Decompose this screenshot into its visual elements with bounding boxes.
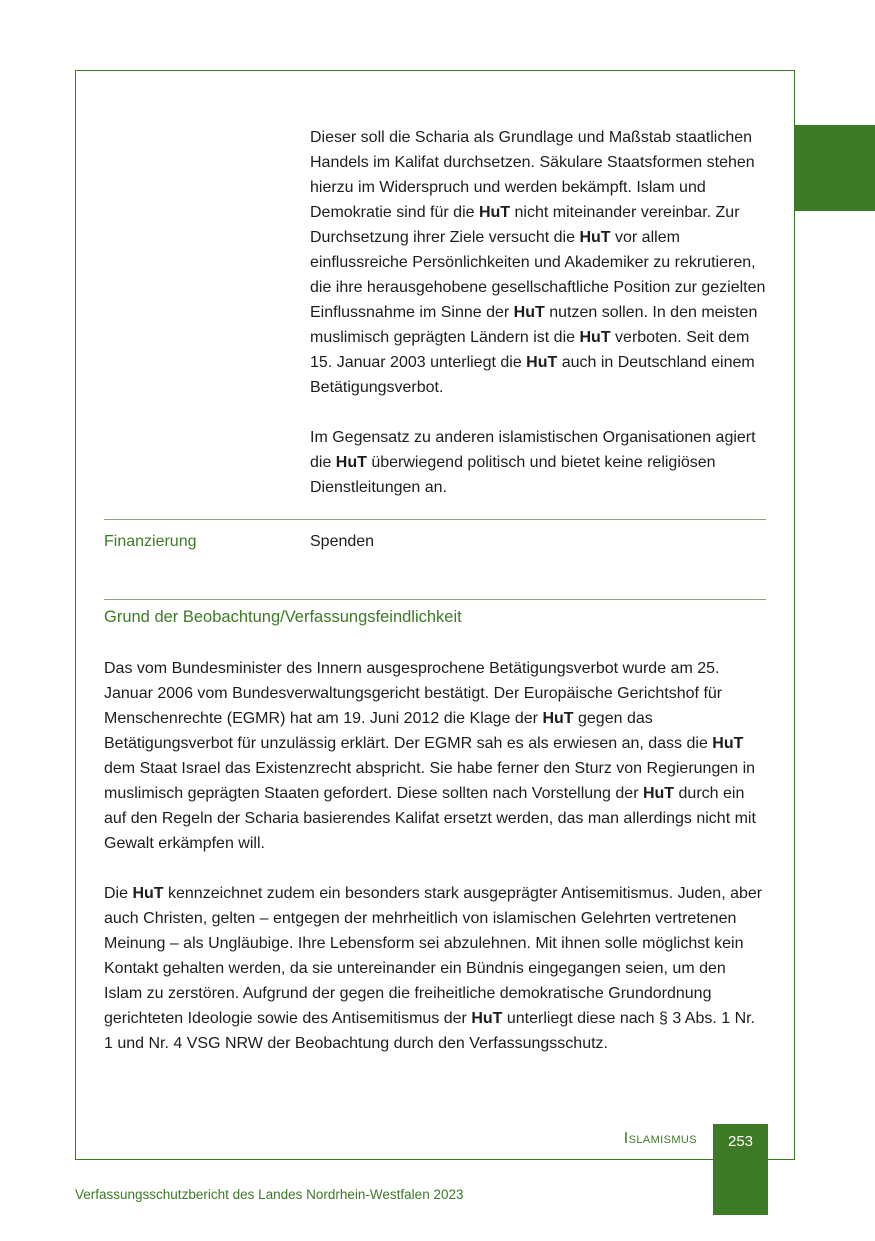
page-frame — [75, 70, 795, 1160]
finanzierung-value: Spenden — [310, 533, 375, 550]
body-paragraph: Die HuT kennzeichnet zudem ein besonders stark ausgeprägter Antisemitismus. Juden, aber auch Christen, gelten – entgegen der mehrheitlich von islamischen Gelehrten vertretenen Meinung – als Ungläubige. Ihre Lebensform sei abzulehnen. Mit ihnen solle möglichst kein Kontakt gehalten werden, da sie untereinander ein Bündnis eingegangen seien, um den Islam zu zerstören. Aufgrund der gegen die freiheitliche demokratische Grundordnung gerichteten Ideologie sowie des Antisemitismus der HuT unterliegt diese nach § 3 Abs. 1 Nr. 1 und Nr. 4 VSG NRW der Beobachtung durch den Verfassungsschutz. — [104, 885, 763, 1052]
footer-section-label: Islamismus — [623, 1130, 697, 1147]
body-paragraph: Das vom Bundesminister des Innern ausgesprochene Betätigungsverbot wurde am 25. Januar 2006 vom Bundesverwaltungsgericht bestätigt. Der Europäische Gerichtshof für Menschenrechte (EGMR) hat am 19. Juni 2012 die Klage der HuT gegen das Betätigungsverbot für unzulässig erklärt. Der EGMR sah es als erwiesen an, dass die HuT dem Staat Israel das Existenzrecht abspricht. Sie habe ferner den Sturz von Regierungen in muslimisch geprägten Staaten gefordert. Diese sollten nach Vorstellung der HuT durch ein auf den Regeln der Scharia basierendes Kalifat ersetzt werden, das man allerdings nicht mit Gewalt erkämpfen will. — [104, 660, 756, 852]
finanzierung-label: Finanzierung — [104, 533, 197, 550]
page-content — [76, 71, 794, 1056]
chapter-tab — [794, 125, 875, 211]
finanzierung-row — [104, 520, 766, 554]
profile-paragraph: Im Gegensatz zu anderen islamistischen Organisationen agiert die HuT überwiegend politisch und bietet keine religiösen Dienstleitungen an. — [310, 429, 756, 496]
profile-description-column — [310, 125, 766, 500]
profile-paragraph: Dieser soll die Scharia als Grundlage und Maßstab staatlichen Handels im Kalifat durchsetzen. Säkulare Staatsformen stehen hierzu im Widerspruch und werden bekämpft. Islam und Demokratie sind für die HuT nicht miteinander vereinbar. Zur Durchsetzung ihrer Ziele versucht die HuT vor allem einflussreiche Persönlichkeiten und Akademiker zu rekrutieren, die ihre herausgehobene gesellschaftliche Position zur gezielten Einflussnahme im Sinne der HuT nutzen sollen. In den meisten muslimisch geprägten Ländern ist die HuT verboten. Seit dem 15. Januar 2003 unterliegt die HuT auch in Deutschland einem Betätigungsverbot. — [310, 129, 766, 396]
document-title-footer: Verfassungsschutzbericht des Landes Nordrhein-Westfalen 2023 — [75, 1187, 464, 1202]
page-number: 253 — [727, 1133, 754, 1150]
divider — [104, 599, 766, 600]
section-heading: Grund der Beobachtung/Verfassungsfeindlichkeit — [104, 608, 462, 626]
page-number-badge — [713, 1124, 768, 1215]
